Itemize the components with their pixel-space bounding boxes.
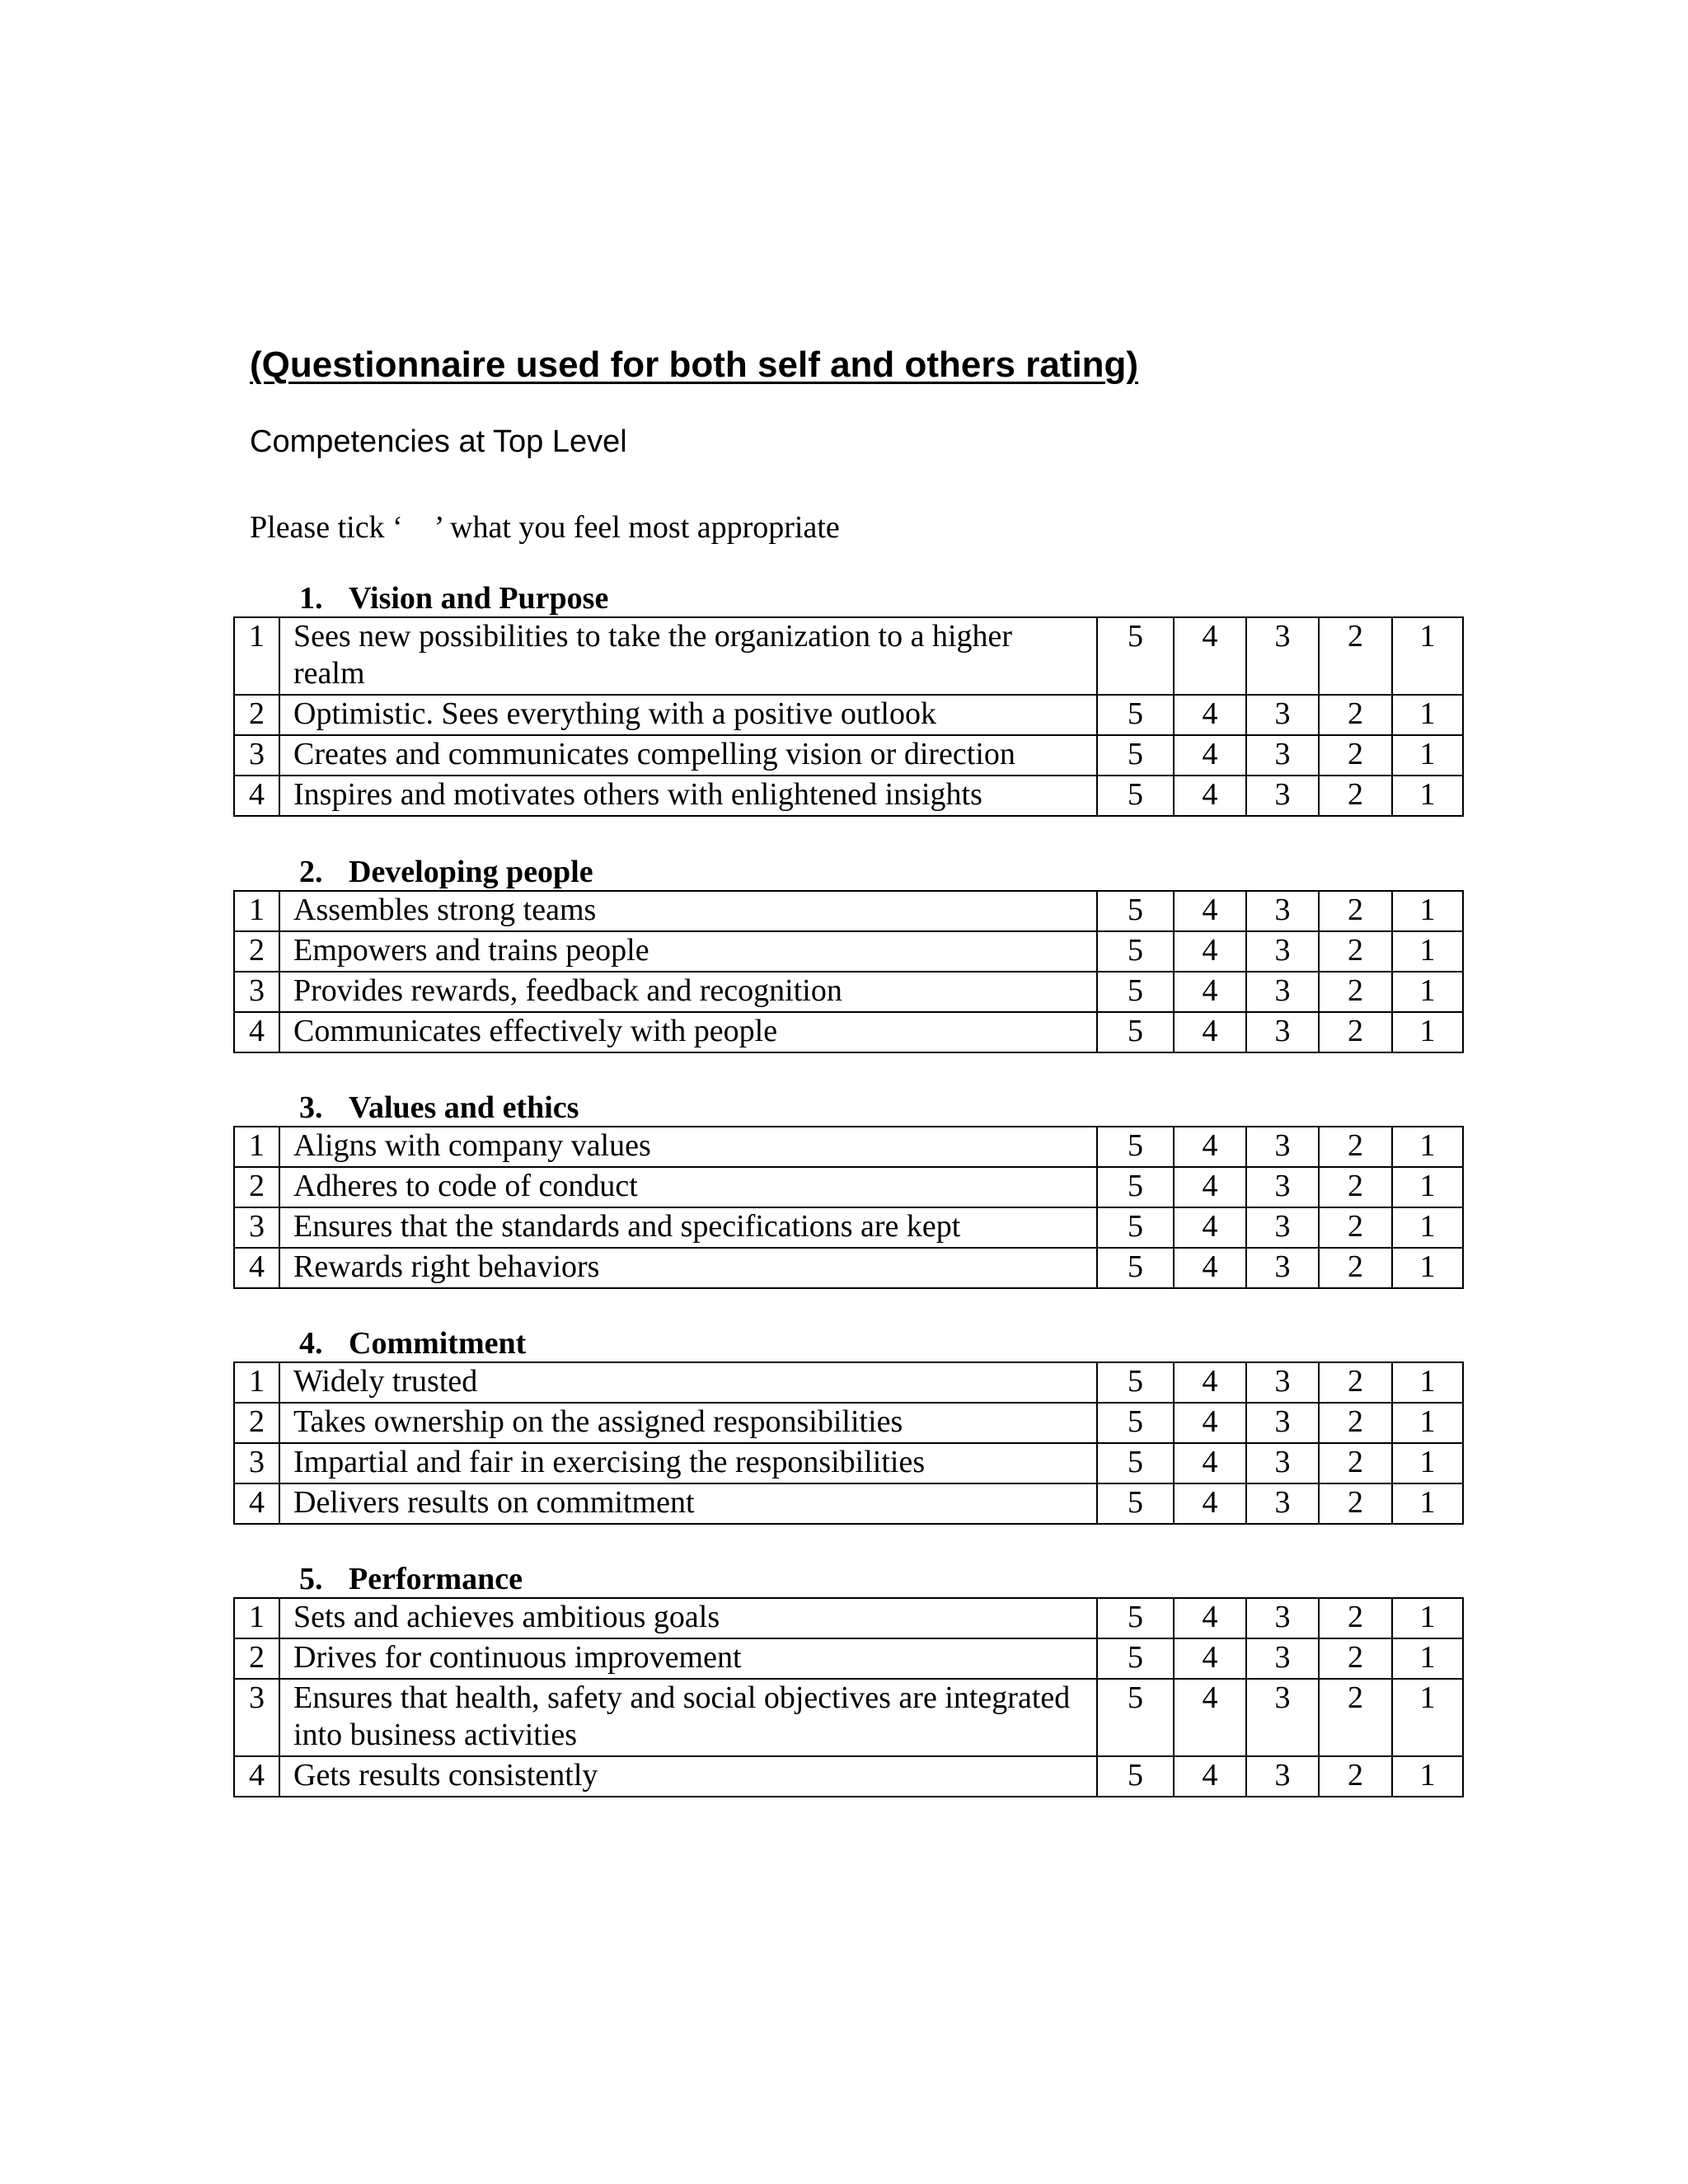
item-number: 4: [234, 1756, 279, 1797]
item-number: 1: [234, 1598, 279, 1638]
rating-option-5[interactable]: 5: [1097, 1362, 1174, 1403]
rating-option-4[interactable]: 4: [1174, 1167, 1246, 1207]
section-name: Values and ethics: [349, 1090, 579, 1125]
section-heading: [233, 851, 1462, 890]
table-row: [234, 1483, 1463, 1524]
table-row: [234, 1443, 1463, 1483]
rating-option-2[interactable]: 2: [1319, 931, 1392, 972]
rating-option-3[interactable]: 3: [1246, 735, 1319, 776]
rating-option-2[interactable]: 2: [1319, 1012, 1392, 1052]
rating-option-1[interactable]: 1: [1392, 1403, 1463, 1443]
section-name: Developing people: [349, 855, 593, 889]
table-row: [234, 1403, 1463, 1443]
item-number: 3: [234, 972, 279, 1012]
rating-option-5[interactable]: 5: [1097, 1483, 1174, 1524]
rating-option-4[interactable]: 4: [1174, 1207, 1246, 1248]
section-developing-people: [233, 851, 1462, 1053]
rating-option-3[interactable]: 3: [1246, 891, 1319, 931]
rating-option-2[interactable]: 2: [1319, 1638, 1392, 1679]
rating-option-2[interactable]: 2: [1319, 1248, 1392, 1288]
rating-option-1[interactable]: 1: [1392, 1362, 1463, 1403]
rating-option-2[interactable]: 2: [1319, 1598, 1392, 1638]
section-number: 2.: [299, 855, 323, 889]
section-number: 1.: [299, 581, 323, 616]
table-row: [234, 1248, 1463, 1288]
rating-option-3[interactable]: 3: [1246, 1483, 1319, 1524]
item-number: 2: [234, 1167, 279, 1207]
rating-option-5[interactable]: 5: [1097, 1207, 1174, 1248]
rating-option-2[interactable]: 2: [1319, 1403, 1392, 1443]
section-heading: [233, 1086, 1462, 1126]
rating-option-3[interactable]: 3: [1246, 1443, 1319, 1483]
table-row: [234, 617, 1463, 695]
rating-option-2[interactable]: 2: [1319, 1362, 1392, 1403]
item-text: Inspires and motivates others with enlightened insights: [279, 776, 1097, 816]
rating-option-2[interactable]: 2: [1319, 1679, 1392, 1756]
rating-option-5[interactable]: 5: [1097, 617, 1174, 695]
item-text: Ensures that health, safety and social objectives are integrated into business activities: [279, 1679, 1097, 1756]
item-number: 4: [234, 1483, 279, 1524]
table-row: [234, 1127, 1463, 1167]
item-number: 2: [234, 695, 279, 735]
instruction-text: Please tick ‘ ’ what you feel most appropriate: [250, 510, 840, 545]
rating-option-1[interactable]: 1: [1392, 1127, 1463, 1167]
item-text: Sees new possibilities to take the organization to a higher realm: [279, 617, 1097, 695]
page-subtitle: Competencies at Top Level: [250, 424, 627, 459]
rating-option-1[interactable]: 1: [1392, 1207, 1463, 1248]
section-number: 5.: [299, 1562, 323, 1596]
rating-option-2[interactable]: 2: [1319, 1756, 1392, 1797]
rating-option-4[interactable]: 4: [1174, 1679, 1246, 1756]
rating-option-4[interactable]: 4: [1174, 617, 1246, 695]
item-text: Rewards right behaviors: [279, 1248, 1097, 1288]
table-row: [234, 891, 1463, 931]
section-name: Vision and Purpose: [349, 581, 609, 616]
item-text: Takes ownership on the assigned responsibilities: [279, 1403, 1097, 1443]
rating-option-3[interactable]: 3: [1246, 695, 1319, 735]
rating-option-1[interactable]: 1: [1392, 1443, 1463, 1483]
item-number: 3: [234, 1679, 279, 1756]
section-name: Performance: [349, 1562, 523, 1596]
rating-option-2[interactable]: 2: [1319, 1443, 1392, 1483]
rating-option-2[interactable]: 2: [1319, 695, 1392, 735]
section-heading: [233, 1558, 1462, 1597]
rating-option-1[interactable]: 1: [1392, 931, 1463, 972]
rating-option-5[interactable]: 5: [1097, 1679, 1174, 1756]
rating-option-1[interactable]: 1: [1392, 1756, 1463, 1797]
rating-table: [233, 890, 1464, 1053]
rating-option-3[interactable]: 3: [1246, 972, 1319, 1012]
table-row: [234, 695, 1463, 735]
rating-option-5[interactable]: 5: [1097, 1167, 1174, 1207]
table-row: [234, 1012, 1463, 1052]
table-row: [234, 972, 1463, 1012]
section-number: 3.: [299, 1090, 323, 1125]
rating-option-4[interactable]: 4: [1174, 1127, 1246, 1167]
rating-option-1[interactable]: 1: [1392, 1679, 1463, 1756]
rating-option-3[interactable]: 3: [1246, 776, 1319, 816]
item-number: 3: [234, 735, 279, 776]
rating-option-4[interactable]: 4: [1174, 891, 1246, 931]
rating-option-4[interactable]: 4: [1174, 1598, 1246, 1638]
rating-option-3[interactable]: 3: [1246, 1167, 1319, 1207]
table-row: [234, 1756, 1463, 1797]
rating-option-1[interactable]: 1: [1392, 617, 1463, 695]
rating-option-4[interactable]: 4: [1174, 1012, 1246, 1052]
section-heading: [233, 577, 1462, 616]
rating-option-1[interactable]: 1: [1392, 1483, 1463, 1524]
rating-option-2[interactable]: 2: [1319, 891, 1392, 931]
rating-option-5[interactable]: 5: [1097, 1403, 1174, 1443]
item-text: Adheres to code of conduct: [279, 1167, 1097, 1207]
rating-option-3[interactable]: 3: [1246, 1638, 1319, 1679]
table-row: [234, 1167, 1463, 1207]
section-name: Commitment: [349, 1326, 527, 1361]
item-text: Sets and achieves ambitious goals: [279, 1598, 1097, 1638]
item-number: 3: [234, 1443, 279, 1483]
item-text: Assembles strong teams: [279, 891, 1097, 931]
section-heading: [233, 1322, 1462, 1361]
rating-option-1[interactable]: 1: [1392, 1598, 1463, 1638]
rating-option-1[interactable]: 1: [1392, 891, 1463, 931]
table-row: [234, 1598, 1463, 1638]
rating-option-3[interactable]: 3: [1246, 1598, 1319, 1638]
rating-option-1[interactable]: 1: [1392, 735, 1463, 776]
item-number: 3: [234, 1207, 279, 1248]
table-row: [234, 776, 1463, 816]
item-number: 2: [234, 1403, 279, 1443]
rating-option-5[interactable]: 5: [1097, 735, 1174, 776]
rating-option-5[interactable]: 5: [1097, 1598, 1174, 1638]
rating-option-4[interactable]: 4: [1174, 1443, 1246, 1483]
rating-option-2[interactable]: 2: [1319, 617, 1392, 695]
rating-option-5[interactable]: 5: [1097, 1756, 1174, 1797]
rating-option-3[interactable]: 3: [1246, 1756, 1319, 1797]
item-number: 4: [234, 776, 279, 816]
item-text: Impartial and fair in exercising the responsibilities: [279, 1443, 1097, 1483]
rating-option-4[interactable]: 4: [1174, 972, 1246, 1012]
rating-option-4[interactable]: 4: [1174, 1403, 1246, 1443]
rating-option-2[interactable]: 2: [1319, 776, 1392, 816]
rating-option-4[interactable]: 4: [1174, 1756, 1246, 1797]
rating-option-5[interactable]: 5: [1097, 1127, 1174, 1167]
rating-option-3[interactable]: 3: [1246, 1207, 1319, 1248]
item-text: Aligns with company values: [279, 1127, 1097, 1167]
rating-option-1[interactable]: 1: [1392, 1638, 1463, 1679]
rating-option-1[interactable]: 1: [1392, 972, 1463, 1012]
rating-table: [233, 1361, 1464, 1525]
rating-option-3[interactable]: 3: [1246, 1362, 1319, 1403]
rating-option-1[interactable]: 1: [1392, 695, 1463, 735]
item-number: 1: [234, 1127, 279, 1167]
rating-option-1[interactable]: 1: [1392, 1248, 1463, 1288]
rating-option-3[interactable]: 3: [1246, 617, 1319, 695]
rating-option-4[interactable]: 4: [1174, 1638, 1246, 1679]
rating-option-1[interactable]: 1: [1392, 776, 1463, 816]
rating-option-5[interactable]: 5: [1097, 931, 1174, 972]
section-values-and-ethics: [233, 1086, 1462, 1289]
table-row: [234, 931, 1463, 972]
rating-option-3[interactable]: 3: [1246, 1403, 1319, 1443]
item-text: Drives for continuous improvement: [279, 1638, 1097, 1679]
item-text: Creates and communicates compelling vision or direction: [279, 735, 1097, 776]
table-row: [234, 1638, 1463, 1679]
rating-option-4[interactable]: 4: [1174, 735, 1246, 776]
rating-option-4[interactable]: 4: [1174, 1483, 1246, 1524]
rating-table: [233, 616, 1464, 817]
table-row: [234, 1362, 1463, 1403]
item-text: Provides rewards, feedback and recognition: [279, 972, 1097, 1012]
rating-option-2[interactable]: 2: [1319, 1483, 1392, 1524]
item-number: 1: [234, 617, 279, 695]
rating-option-2[interactable]: 2: [1319, 1127, 1392, 1167]
rating-option-5[interactable]: 5: [1097, 1248, 1174, 1288]
section-vision-and-purpose: [233, 577, 1462, 817]
item-number: 4: [234, 1248, 279, 1288]
rating-option-2[interactable]: 2: [1319, 1167, 1392, 1207]
item-number: 4: [234, 1012, 279, 1052]
item-text: Communicates effectively with people: [279, 1012, 1097, 1052]
rating-option-3[interactable]: 3: [1246, 1127, 1319, 1167]
rating-option-3[interactable]: 3: [1246, 1679, 1319, 1756]
rating-option-3[interactable]: 3: [1246, 931, 1319, 972]
rating-option-5[interactable]: 5: [1097, 1012, 1174, 1052]
rating-option-4[interactable]: 4: [1174, 1248, 1246, 1288]
rating-option-5[interactable]: 5: [1097, 1638, 1174, 1679]
section-performance: [233, 1558, 1462, 1797]
rating-option-5[interactable]: 5: [1097, 972, 1174, 1012]
rating-option-3[interactable]: 3: [1246, 1012, 1319, 1052]
item-text: Empowers and trains people: [279, 931, 1097, 972]
table-row: [234, 1207, 1463, 1248]
rating-option-4[interactable]: 4: [1174, 695, 1246, 735]
section-commitment: [233, 1322, 1462, 1525]
rating-option-1[interactable]: 1: [1392, 1167, 1463, 1207]
item-text: Ensures that the standards and specifications are kept: [279, 1207, 1097, 1248]
table-row: [234, 735, 1463, 776]
rating-option-5[interactable]: 5: [1097, 1443, 1174, 1483]
rating-option-2[interactable]: 2: [1319, 1207, 1392, 1248]
section-number: 4.: [299, 1326, 323, 1361]
item-number: 2: [234, 931, 279, 972]
rating-option-4[interactable]: 4: [1174, 776, 1246, 816]
rating-option-4[interactable]: 4: [1174, 931, 1246, 972]
rating-table: [233, 1126, 1464, 1289]
item-number: 1: [234, 891, 279, 931]
rating-option-3[interactable]: 3: [1246, 1248, 1319, 1288]
item-text: Widely trusted: [279, 1362, 1097, 1403]
item-text: Gets results consistently: [279, 1756, 1097, 1797]
rating-option-2[interactable]: 2: [1319, 972, 1392, 1012]
rating-option-5[interactable]: 5: [1097, 695, 1174, 735]
item-text: Delivers results on commitment: [279, 1483, 1097, 1524]
rating-table: [233, 1597, 1464, 1797]
rating-option-5[interactable]: 5: [1097, 891, 1174, 931]
rating-option-1[interactable]: 1: [1392, 1012, 1463, 1052]
rating-option-4[interactable]: 4: [1174, 1362, 1246, 1403]
page-title: (Questionnaire used for both self and others rating): [250, 344, 1139, 385]
item-number: 1: [234, 1362, 279, 1403]
item-text: Optimistic. Sees everything with a positive outlook: [279, 695, 1097, 735]
item-number: 2: [234, 1638, 279, 1679]
table-row: [234, 1679, 1463, 1756]
rating-option-2[interactable]: 2: [1319, 735, 1392, 776]
rating-option-5[interactable]: 5: [1097, 776, 1174, 816]
